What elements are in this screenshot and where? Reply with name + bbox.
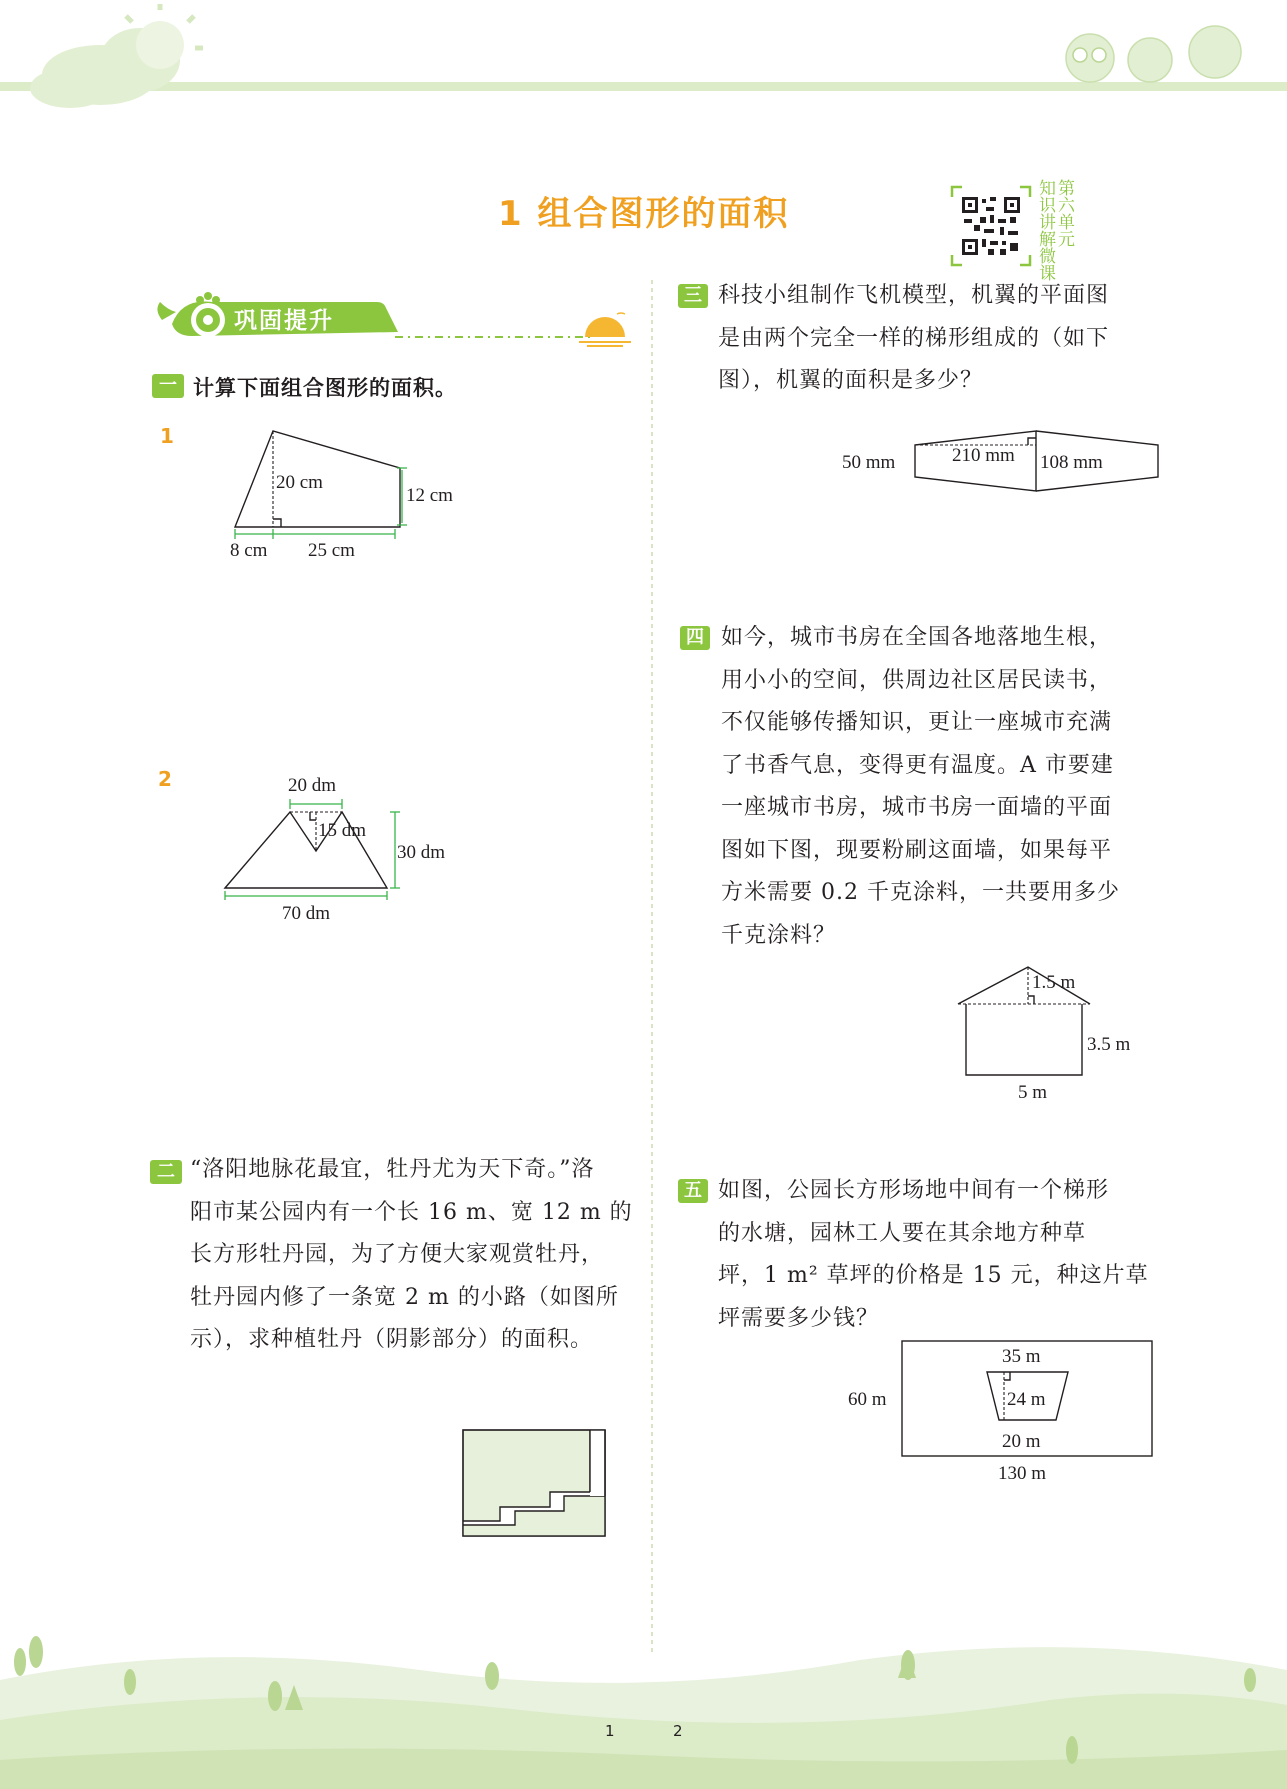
q3-line: 图），机翼的面积是多少？ bbox=[718, 368, 984, 393]
qr-code[interactable] bbox=[950, 185, 1032, 267]
q3-wing-right: 108 mm bbox=[1040, 452, 1103, 473]
q1-fig2-height: 30 dm bbox=[397, 842, 446, 863]
q4-line: 用小小的空间，供周边社区居民读书， bbox=[721, 667, 1113, 693]
q1-fig2-base: 70 dm bbox=[282, 903, 331, 924]
q2-line: 阳市某公园内有一个长 16 m、宽 12 m 的 bbox=[190, 1199, 633, 1225]
q3-line: 是由两个完全一样的梯形组成的（如下 bbox=[718, 325, 1110, 351]
q3-text bbox=[718, 275, 1109, 403]
q4-line: 不仅能够传播知识，更让一座城市充满 bbox=[721, 710, 1113, 735]
q1-heading: 计算下面组合图形的面积。 bbox=[193, 376, 457, 400]
q5-line: 坪需要多少钱？ bbox=[718, 1305, 880, 1331]
q3-badge: 三 bbox=[678, 284, 708, 308]
q1-fig2-notch-depth: 15 dm bbox=[318, 820, 367, 841]
q1-fig2-top: 20 dm bbox=[288, 775, 337, 796]
q5-rect-width: 130 m bbox=[998, 1463, 1047, 1484]
q5-rect-height: 60 m bbox=[848, 1389, 887, 1410]
q4-wall-width: 5 m bbox=[1018, 1082, 1048, 1103]
q4-text bbox=[721, 617, 1120, 957]
q3-line: 科技小组制作飞机模型，机翼的平面图 bbox=[718, 283, 1110, 308]
q4-badge: 四 bbox=[680, 626, 710, 650]
q4-wall-height: 3.5 m bbox=[1087, 1034, 1131, 1055]
q1-fig1-base-right: 25 cm bbox=[308, 540, 355, 561]
q4-line: 千克涂料？ bbox=[721, 922, 837, 948]
q5-line: 如图，公园长方形场地中间有一个梯形 bbox=[718, 1178, 1110, 1203]
q1-fig1-height: 20 cm bbox=[276, 472, 323, 493]
q1-fig1-number: 1 bbox=[160, 424, 174, 448]
q5-badge: 五 bbox=[678, 1179, 708, 1203]
q2-garden-diagram bbox=[460, 1428, 606, 1538]
q2-badge: 二 bbox=[150, 1160, 182, 1184]
qr-label-micro-lesson: 知识讲解微课 bbox=[1039, 179, 1056, 284]
q2-line: 牡丹园内修了一条宽 2 m 的小路（如图所 bbox=[190, 1284, 619, 1310]
q4-wall-diagram bbox=[950, 960, 1100, 1080]
q1-fig1-base-left: 8 cm bbox=[230, 540, 268, 561]
q4-line: 方米需要 0.2 千克涂料，一共要用多少 bbox=[721, 880, 1120, 905]
q1-fig2-diagram bbox=[215, 790, 415, 900]
footer-landscape bbox=[0, 1590, 1287, 1789]
section-divider bbox=[395, 310, 635, 350]
page-title: 1 组合图形的面积 bbox=[498, 194, 790, 234]
q5-trap-top: 35 m bbox=[1002, 1346, 1041, 1367]
q5-line: 的水塘，园林工人要在其余地方种草 bbox=[718, 1220, 1087, 1246]
q5-text bbox=[718, 1170, 1149, 1340]
section-title: 巩固提升 bbox=[234, 308, 334, 334]
q4-line: 如今，城市书房在全国各地落地生根， bbox=[721, 625, 1113, 650]
q2-line: 示），求种植牡丹（阴影部分）的面积。 bbox=[190, 1327, 594, 1352]
q3-wing-top: 210 mm bbox=[952, 445, 1015, 466]
q5-line: 坪，1 m² 草坪的价格是 15 元，种这片草 bbox=[718, 1263, 1149, 1288]
q4-roof-height: 1.5 m bbox=[1032, 972, 1076, 993]
q2-line: 长方形牡丹园，为了方便大家观赏牡丹， bbox=[190, 1242, 605, 1267]
q3-wing-diagram bbox=[910, 425, 1165, 495]
column-divider bbox=[650, 280, 654, 1655]
q2-text bbox=[190, 1149, 633, 1362]
q4-line: 图如下图，现要粉刷这面墙，如果每平 bbox=[721, 837, 1113, 863]
q1-badge: 一 bbox=[152, 374, 184, 398]
q4-line: 一座城市书房，城市书房一面墙的平面 bbox=[721, 795, 1113, 820]
q1-fig1-right-side: 12 cm bbox=[406, 485, 453, 506]
q3-wing-left: 50 mm bbox=[842, 452, 896, 473]
q5-trap-bottom: 20 m bbox=[1002, 1431, 1041, 1452]
qr-label-unit: 第六单元 bbox=[1058, 179, 1075, 250]
page-number-right: 2 bbox=[673, 1722, 683, 1740]
header-decoration bbox=[0, 0, 1287, 130]
q5-trap-height: 24 m bbox=[1007, 1389, 1046, 1410]
page-number-left: 1 bbox=[605, 1722, 615, 1740]
q2-line: “洛阳地脉花最宜，牡丹尤为天下奇。”洛 bbox=[190, 1157, 595, 1182]
q1-fig2-number: 2 bbox=[158, 767, 172, 791]
q4-line: 了书香气息，变得更有温度。A 市要建 bbox=[721, 752, 1114, 778]
